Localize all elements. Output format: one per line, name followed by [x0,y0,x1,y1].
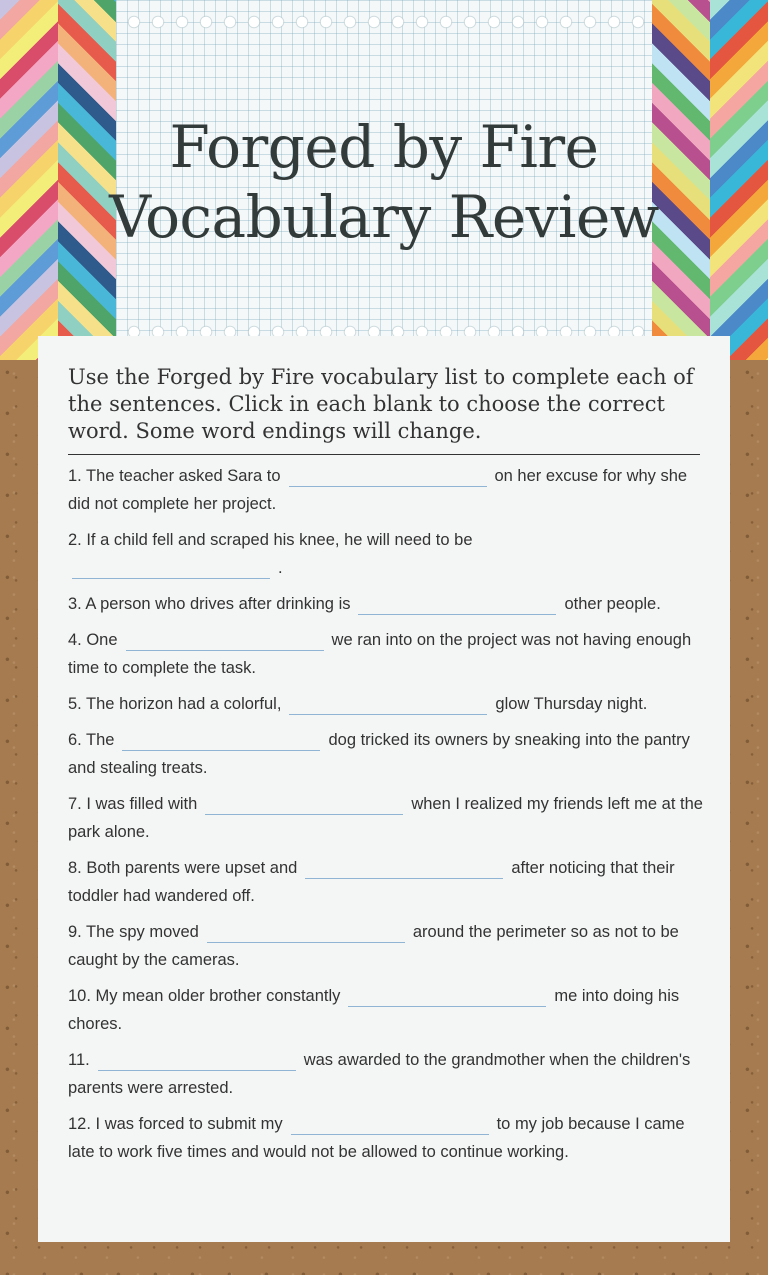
question-5-text-after: glow Thursday night. [495,695,648,713]
question-1-text-after: on her excuse for why she did not complete her project. [68,467,688,513]
question-list [68,462,708,1174]
blank-5-dropdown[interactable] [289,694,487,715]
question-11 [68,1046,708,1102]
blank-4-dropdown[interactable] [126,630,324,651]
question-4-text-before: 4. One [68,631,118,649]
blank-10-dropdown[interactable] [348,986,546,1007]
blank-3-dropdown[interactable] [358,594,556,615]
question-8-text-after: after noticing that their toddler had wandered off. [68,859,675,905]
blank-11-dropdown[interactable] [98,1050,296,1071]
question-3 [68,590,708,618]
question-4-text-after: we ran into on the project was not having enough time to complete the task. [68,631,692,677]
question-1 [68,462,708,518]
question-7 [68,790,708,846]
question-12-text-after: to my job because I came late to work five times and would not be allowed to continue working. [68,1115,685,1161]
blank-6-dropdown[interactable] [122,730,320,751]
question-12 [68,1110,708,1166]
header-banner [0,0,768,360]
blank-8-dropdown[interactable] [305,858,503,879]
question-10 [68,982,708,1038]
blank-7-dropdown[interactable] [205,794,403,815]
question-8 [68,854,708,910]
title-line-1: Forged by Fire [169,113,599,181]
question-10-text-after: me into doing his chores. [68,987,680,1033]
question-8-text-before: 8. Both parents were upset and [68,859,298,877]
question-2 [68,526,708,582]
question-5-text-before: 5. The horizon had a colorful, [68,695,282,713]
notebook-holes-top [116,12,652,32]
question-2-text-after: . [278,559,283,577]
question-5 [68,690,708,718]
question-6-text-before: 6. The [68,731,115,749]
question-10-text-before: 10. My mean older brother constantly [68,987,341,1005]
question-2-text-before: 2. If a child fell and scraped his knee, he will need to be [68,531,473,549]
divider [68,454,700,455]
blank-12-dropdown[interactable] [291,1114,489,1135]
question-11-text-after: was awarded to the grandmother when the children's parents were arrested. [68,1051,691,1097]
instructions-text: Use the Forged by Fire vocabulary list to complete each of the sentences. Click in each blank to choose the correct word. Some word endings will change. [68,365,694,443]
question-4 [68,626,708,682]
blank-1-dropdown[interactable] [289,466,487,487]
question-9-text-before: 9. The spy moved [68,923,199,941]
question-3-text-before: 3. A person who drives after drinking is [68,595,351,613]
question-11-text-before: 11. [68,1051,90,1069]
question-6-text-after: dog tricked its owners by sneaking into the pantry and stealing treats. [68,731,690,777]
question-9-text-after: around the perimeter so as not to be caught by the cameras. [68,923,679,969]
question-12-text-before: 12. I was forced to submit my [68,1115,283,1133]
question-7-text-after: when I realized my friends left me at the park alone. [68,795,703,841]
question-3-text-after: other people. [564,595,661,613]
question-1-text-before: 1. The teacher asked Sara to [68,467,281,485]
blank-9-dropdown[interactable] [207,922,405,943]
blank-2-dropdown[interactable] [72,558,270,579]
title-line-2: Vocabulary Review [109,183,659,251]
page-title [0,112,768,252]
question-6 [68,726,708,782]
question-9 [68,918,708,974]
question-7-text-before: 7. I was filled with [68,795,198,813]
worksheet-card [38,336,730,1242]
